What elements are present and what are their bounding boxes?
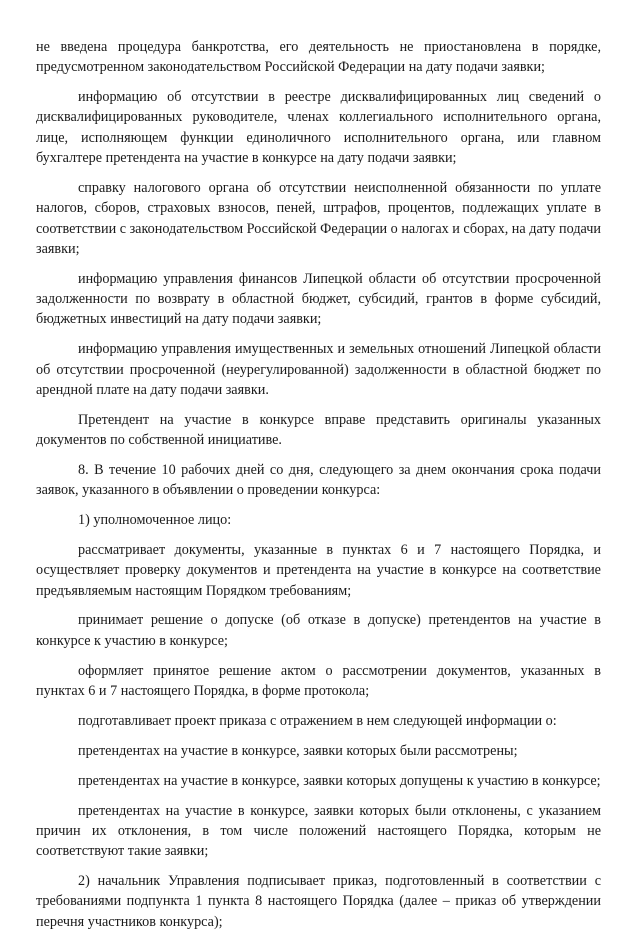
paragraph-bankruptcy-status: не введена процедура банкротства, его деятельность не приостановлена в порядке, предусмотренном законодательством Российской Федерации на дату подачи заявки; <box>36 39 601 76</box>
paragraph-disqualified-persons-info: информацию об отсутствии в реестре дисквалифицированных лиц сведений о дисквалифицированных руководителе, членах коллегиального исполнительного органа, лице, исполняющем функции единоличного исполнительного органа, или главном бухгалтере претендента на участие в конкурсе на дату подачи заявки; <box>36 89 601 167</box>
paragraph-applicants-reviewed: претендентах на участие в конкурсе, заявки которых были рассмотрены; <box>78 742 518 759</box>
paragraph-originals-right: Претендент на участие в конкурсе вправе представить оригиналы указанных документов по собственной инициативе. <box>36 411 601 449</box>
paragraph-draft-order: подготавливает проект приказа с отражением в нем следующей информации о: <box>78 712 557 729</box>
paragraph-finance-department-info: информацию управления финансов Липецкой области об отсутствии просроченной задолженности по возврату в областной бюджет, субсидий, грантов в форме субсидий, бюджетных инвестиций на дату подачи заявки; <box>36 270 601 328</box>
paragraph-protocol: оформляет принятое решение актом о рассмотрении документов, указанных в пунктах 6 и 7 настоящего Порядка, в форме протокола; <box>36 662 601 699</box>
paragraph-tax-certificate: справку налогового органа об отсутствии неисполненной обязанности по уплате налогов, сборов, страховых взносов, пеней, штрафов, процентов, подлежащих уплате в соответствии с законодательством Российской Федерации о налогах и сборах, на дату подачи заявки; <box>36 179 601 257</box>
document-page <box>36 37 601 932</box>
paragraph-item-8: 8. В течение 10 рабочих дней со дня, следующего за днем окончания срока подачи заявок, указанного в объявлении о проведении конкурса: <box>36 461 601 499</box>
paragraph-applicants-rejected: претендентах на участие в конкурсе, заявки которых были отклонены, с указанием причин их отклонения, в том числе положений настоящего Порядка, которым не соответствуют такие заявки; <box>36 802 601 860</box>
paragraph-subitem-1: 1) уполномоченное лицо: <box>78 512 232 529</box>
paragraph-applicants-admitted: претендентах на участие в конкурсе, заявки которых допущены к участию в конкурсе; <box>78 772 601 789</box>
paragraph-reviews-documents: рассматривает документы, указанные в пунктах 6 и 7 настоящего Порядка, и осуществляет проверку документов и претендента на участие в конкурсе на соответствие предъявляемым настоящим Порядком требованиям; <box>36 541 601 599</box>
paragraph-property-department-info: информацию управления имущественных и земельных отношений Липецкой области об отсутствии просроченной (неурегулированной) задолженности в областной бюджет по арендной плате на дату подачи заявки. <box>36 341 601 398</box>
paragraph-subitem-2: 2) начальник Управления подписывает приказ, подготовленный в соответствии с требованиями подпункта 1 пункта 8 настоящего Порядка (далее – приказ об утверждении перечня участников конкурса); <box>36 873 601 930</box>
paragraph-admission-decision: принимает решение о допуске (об отказе в допуске) претендентов на участие в конкурсе к участию в конкурсе; <box>36 612 601 649</box>
